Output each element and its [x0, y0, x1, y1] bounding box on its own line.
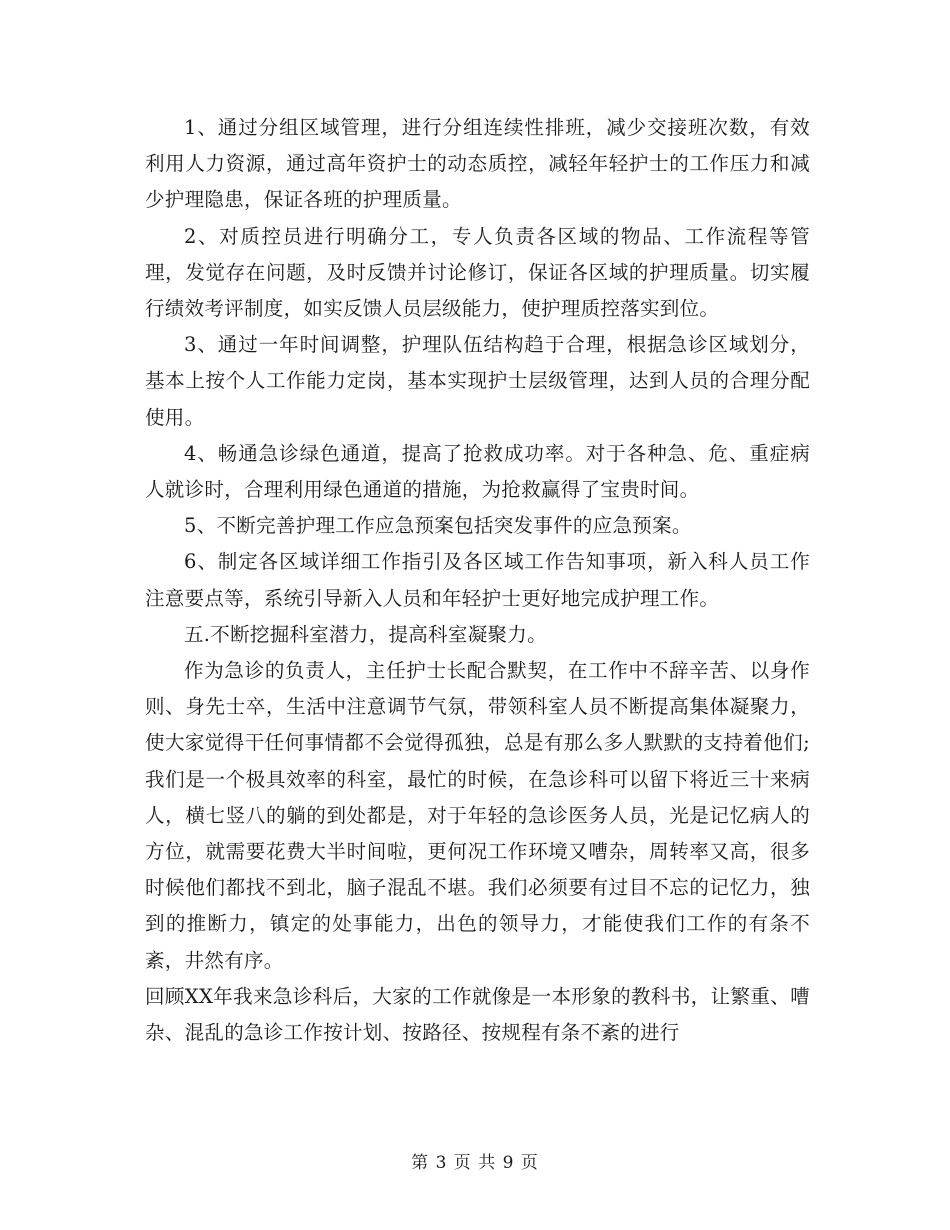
- paragraph-item-2: 2、对质控员进行明确分工，专人负责各区域的物品、工作流程等管理，发觉存在问题，及时反馈并讨论修订，保证各区域的护理质量。切实履行绩效考评制度，如实反馈人员层级能力，使护理质控落实到位。: [145, 224, 810, 321]
- section-heading: 五.不断挖掘科室潜力，提高科室凝聚力。: [184, 622, 547, 646]
- page-number-footer: 第 3 页 共 9 页: [411, 1153, 539, 1173]
- body-paragraph: 作为急诊的负责人，主任护士长配合默契，在工作中不辞辛苦、以身作则、身先士卒，生活中注意调节气氛，带领科室人员不断提高集体凝聚力，使大家觉得干任何事情都不会觉得孤独，总是有那么多人默默的支持着他们;我们是一个极具效率的科室，最忙的时候，在急诊科可以留下将近三十来病人，横七竖八的躺的到处都是，对于年轻的急诊医务人员，光是记忆病人的方位，就需要花费大半时间啦，更何况工作环境又嘈杂，周转率又高，很多时候他们都找不到北，脑子混乱不堪。我们必须要有过目不忘的记忆力，独到的推断力，镇定的处事能力，出色的领导力，才能使我们工作的有条不紊，井然有序。: [145, 659, 810, 972]
- paragraph-item-5: 5、不断完善护理工作应急预案包括突发事件的应急预案。: [184, 514, 692, 538]
- document-body: [145, 110, 810, 1051]
- review-paragraph: 回顾XX年我来急诊科后，大家的工作就像是一本形象的教科书，让繁重、嘈杂、混乱的急诊工作按计划、按路径、按规程有条不紊的进行: [145, 984, 810, 1045]
- paragraph-item-4: 4、畅通急诊绿色通道，提高了抢救成功率。对于各种急、危、重症病人就诊时，合理利用绿色通道的措施，为抢救赢得了宝贵时间。: [145, 441, 810, 502]
- paragraph-item-3: 3、通过一年时间调整，护理队伍结构趋于合理，根据急诊区域划分，基本上按个人工作能力定岗，基本实现护士层级管理，达到人员的合理分配使用。: [145, 333, 810, 429]
- paragraph-item-1: 1、通过分组区域管理，进行分组连续性排班，减少交接班次数，有效利用人力资源，通过高年资护士的动态质控，减轻年轻护士的工作压力和减少护理隐患，保证各班的护理质量。: [145, 116, 810, 212]
- paragraph-item-6: 6、制定各区域详细工作指引及各区域工作告知事项，新入科人员工作注意要点等，系统引导新入人员和年轻护士更好地完成护理工作。: [145, 550, 810, 610]
